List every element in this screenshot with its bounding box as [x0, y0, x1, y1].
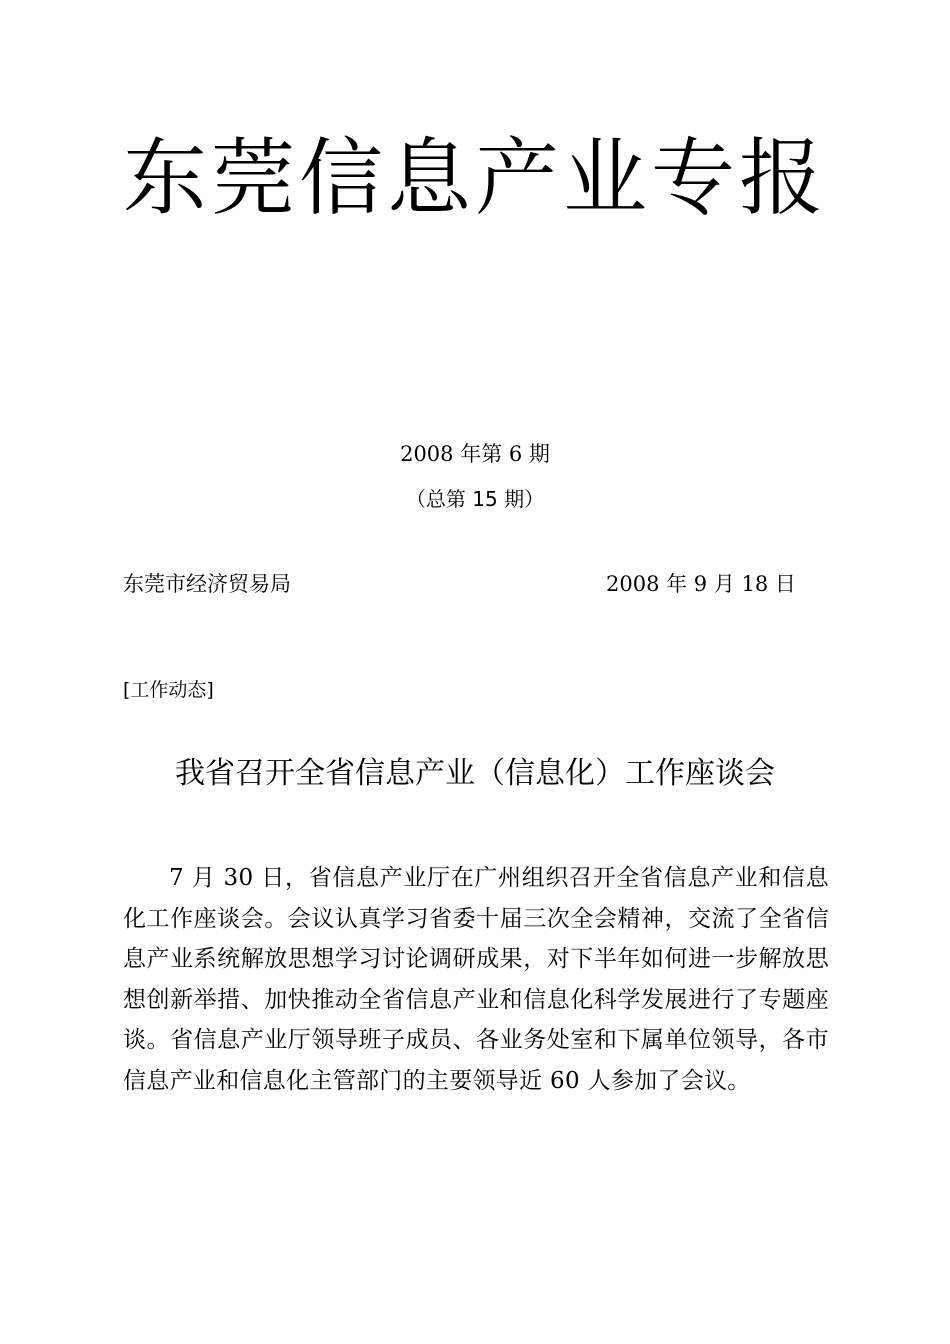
- issue-total-number: （总第 15 期）: [405, 487, 545, 511]
- publication-date: 2008 年 9 月 18 日: [606, 572, 796, 596]
- masthead-title: 东莞信息产业专报: [122, 129, 827, 227]
- publisher-name: 东莞市经济贸易局: [123, 572, 291, 596]
- article-body: 7 月 30 日，省信息产业厅在广州组织召开全省信息产业和信息化工作座谈会。会议认真学习省委十届三次全会精神，交流了全省信息产业系统解放思想学习讨论调研成果，对下半年如何进一步解放思想创新举措、加快推动全省信息产业和信息化科学发展进行了专题座谈。省信息产业厅领导班子成员、各业务处室和下属单位领导，各市信息产业和信息化主管部门的主要领导近 60 人参加了会议。: [123, 865, 829, 1094]
- issue-number: 2008 年第 6 期: [400, 442, 550, 466]
- section-label: [工作动态]: [123, 679, 214, 701]
- article-headline: 我省召开全省信息产业（信息化）工作座谈会: [175, 756, 775, 791]
